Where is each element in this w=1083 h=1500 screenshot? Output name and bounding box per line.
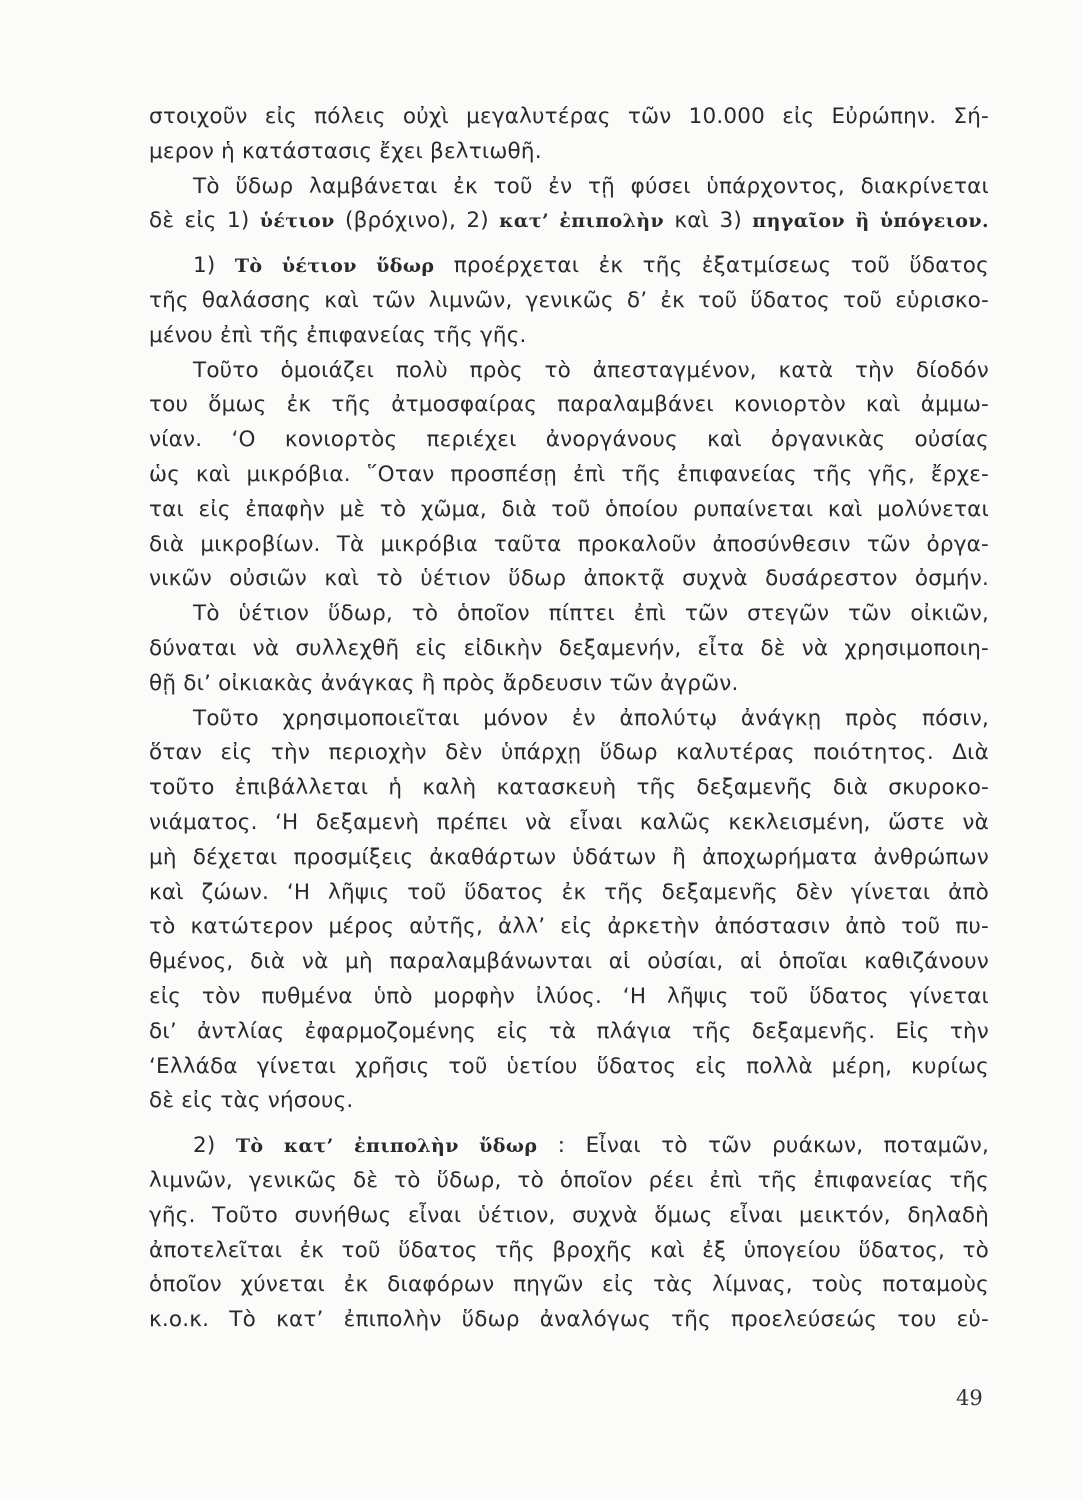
text-line: τῆς θαλάσσης καὶ τῶν λιμνῶν, γενικῶς δ’ ἐκ τοῦ ὕδατος τοῦ εὑρισκο- — [149, 287, 989, 313]
text-line: 2) Τὸ κατ’ ἐπιπολὴν ὕδωρ : Εἶναι τὸ τῶν ρυάκων, ποταμῶν, — [193, 1133, 989, 1159]
text-line: Τὸ ὕδωρ λαμβάνεται ἐκ τοῦ ἐν τῇ φύσει ὑπάρχοντος, διακρίνεται — [193, 173, 989, 199]
text-line: ται εἰς ἐπαφὴν μὲ τὸ χῶμα, διὰ τοῦ ὁποίου ρυπαίνεται καὶ μολύνεται — [149, 496, 989, 522]
text-line: Τὸ ὑέτιον ὕδωρ, τὸ ὁποῖον πίπτει ἐπὶ τῶν στεγῶν τῶν οἰκιῶν, — [193, 601, 989, 627]
text-line: νιάματος. ‘Η δεξαμενὴ πρέπει νὰ εἶναι καλῶς κεκλεισμένη, ὥστε νὰ — [149, 809, 989, 835]
text-line: κ.ο.κ. Τὸ κατ’ ἐπιπολὴν ὕδωρ ἀναλόγως τῆς προελεύσεώς του εὑ- — [149, 1307, 989, 1333]
text-line: 1) Τὸ ὑέτιον ὕδωρ προέρχεται ἐκ τῆς ἐξατμίσεως τοῦ ὕδατος — [193, 253, 989, 279]
text-line: ὡς καὶ μικρόβια. ῞Οταν προσπέσῃ ἐπὶ τῆς ἐπιφανείας τῆς γῆς, ἔρχε- — [149, 461, 989, 487]
text-line: τὸ κατώτερον μέρος αὐτῆς, ἀλλ’ εἰς ἀρκετὴν ἀπόστασιν ἀπὸ τοῦ πυ- — [149, 914, 989, 940]
text-line: μένου ἐπὶ τῆς ἐπιφανείας τῆς γῆς. — [149, 322, 527, 348]
text-line: Τοῦτο χρησιμοποιεῖται μόνον ἐν ἀπολύτῳ ἀνάγκῃ πρὸς πόσιν, — [193, 705, 989, 731]
text-line: ὁποῖον χύνεται ἐκ διαφόρων πηγῶν εἰς τὰς λίμνας, τοὺς ποταμοὺς — [149, 1272, 989, 1298]
text-line: του ὅμως ἐκ τῆς ἀτμοσφαίρας παραλαμβάνει κονιορτὸν καὶ ἀμμω- — [149, 392, 989, 418]
text-line: νικῶν οὐσιῶν καὶ τὸ ὑέτιον ὕδωρ ἀποκτᾷ συχνὰ δυσάρεστον ὀσμήν. — [149, 566, 989, 592]
text-line: λιμνῶν, γενικῶς δὲ τὸ ὕδωρ, τὸ ὁποῖον ρέει ἐπὶ τῆς ἐπιφανείας τῆς — [149, 1167, 989, 1193]
text-line: εἰς τὸν πυθμένα ὑπὸ μορφὴν ἰλύος. ‘Η λῆψις τοῦ ὕδατος γίνεται — [149, 983, 989, 1009]
text-line: δὲ εἰς 1) ὑέτιον (βρόχινο), 2) κατ’ ἐπιπολὴν καὶ 3) πηγαῖον ἢ ὑπόγειον. — [149, 208, 989, 234]
text-line: δύναται νὰ συλλεχθῆ εἰς εἰδικὴν δεξαμενήν, εἶτα δὲ νὰ χρησιμοποιη- — [149, 635, 989, 661]
text-line: στοιχοῦν εἰς πόλεις οὐχὶ μεγαλυτέρας τῶν 10.000 εἰς Εὐρώπην. Σή- — [149, 104, 989, 129]
text-line: νίαν. ‘Ο κονιορτὸς περιέχει ἀνοργάνους καὶ ὀργανικὰς οὐσίας — [149, 427, 989, 453]
text-line: δὲ εἰς τὰς νήσους. — [149, 1088, 354, 1114]
text-line: Τοῦτο ὁμοιάζει πολὺ πρὸς τὸ ἀπεσταγμένον, κατὰ τὴν δίοδόν — [193, 357, 989, 383]
text-line: μὴ δέχεται προσμίξεις ἀκαθάρτων ὑδάτων ἢ ἀποχωρήματα ἀνθρώπων — [149, 844, 989, 870]
text-line: θῇ δι’ οἰκιακὰς ἀνάγκας ἢ πρὸς ἄρδευσιν τῶν ἀγρῶν. — [149, 670, 739, 696]
text-line: μερον ἡ κατάστασις ἔχει βελτιωθῆ. — [149, 138, 542, 164]
text-line: καὶ ζώων. ‘Η λῆψις τοῦ ὕδατος ἐκ τῆς δεξαμενῆς δὲν γίνεται ἀπὸ — [149, 879, 989, 905]
text-line: ἀποτελεῖται ἐκ τοῦ ὕδατος τῆς βροχῆς καὶ ἐξ ὑπογείου ὕδατος, τὸ — [149, 1237, 989, 1263]
text-line: ‘Ελλάδα γίνεται χρῆσις τοῦ ὑετίου ὕδατος εἰς πολλὰ μέρη, κυρίως — [149, 1053, 989, 1079]
page-number: 49 — [956, 1386, 983, 1410]
text-line: διὰ μικροβίων. Τὰ μικρόβια ταῦτα προκαλοῦν ἀποσύνθεσιν τῶν ὀργα- — [149, 531, 989, 557]
text-line: ὅταν εἰς τὴν περιοχὴν δὲν ὑπάρχῃ ὕδωρ καλυτέρας ποιότητος. Διὰ — [149, 740, 989, 766]
text-line: γῆς. Τοῦτο συνήθως εἶναι ὑέτιον, συχνὰ ὅμως εἶναι μεικτόν, δηλαδὴ — [149, 1202, 989, 1228]
text-line: δι’ ἀντλίας ἐφαρμοζομένης εἰς τὰ πλάγια τῆς δεξαμενῆς. Εἰς τὴν — [149, 1018, 989, 1044]
page-body — [149, 100, 989, 1338]
text-line: τοῦτο ἐπιβάλλεται ἡ καλὴ κατασκευὴ τῆς δεξαμενῆς διὰ σκυροκο- — [149, 775, 989, 801]
text-line: θμένος, διὰ νὰ μὴ παραλαμβάνωνται αἱ οὐσίαι, αἱ ὁποῖαι καθιζάνουν — [149, 949, 989, 975]
